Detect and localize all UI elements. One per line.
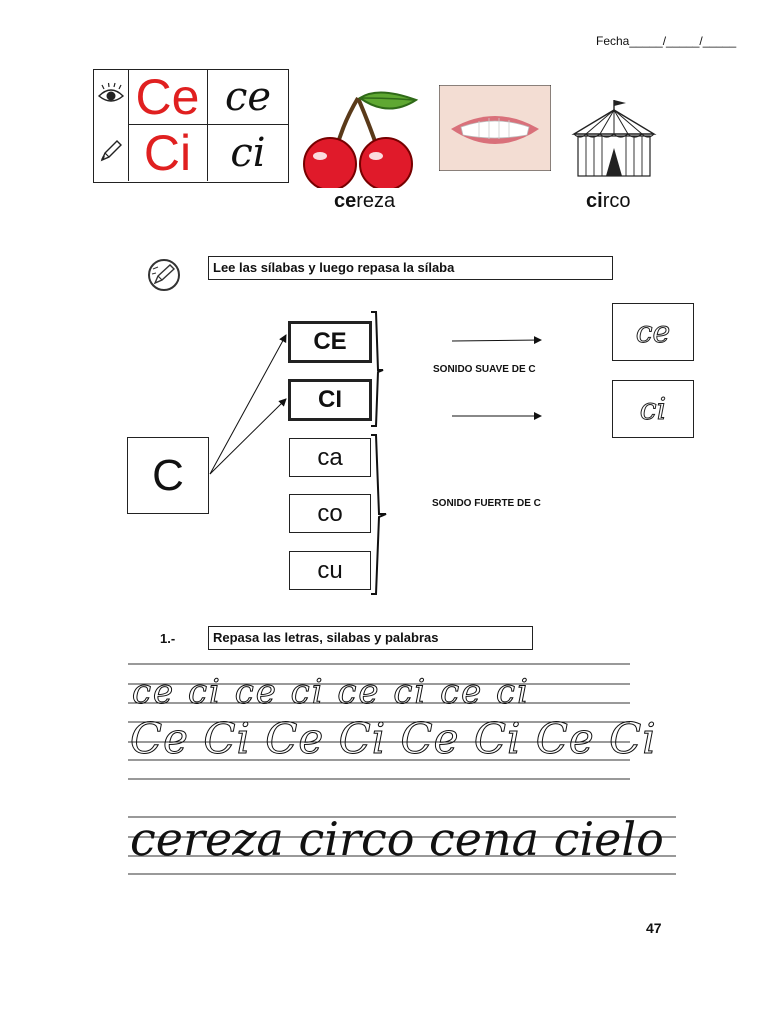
trace-box-ce[interactable]: ce: [612, 303, 694, 361]
words-row: cereza circo cena cielo: [130, 812, 664, 866]
syllable-box-ci: CI: [288, 379, 372, 421]
grid-icon-column: [94, 70, 129, 181]
trace-row-uppercase[interactable]: Ce Ci Ce Ci Ce Ci Ce Ci: [130, 714, 657, 763]
circus-tent-icon: [566, 96, 662, 182]
syllable-grid: [93, 69, 289, 183]
syllable-box-cu: cu: [289, 551, 371, 590]
teeth-icon: [439, 85, 551, 171]
pencil-circle-icon: [144, 257, 184, 293]
page-number: 47: [646, 920, 662, 936]
exercise-number: 1.-: [160, 631, 176, 646]
pencil-icon: [96, 136, 126, 166]
cherry-icon: [298, 88, 423, 188]
lower-syllable-ci: ci: [230, 130, 266, 176]
soft-sound-label: SONIDO SUAVE DE C: [433, 364, 536, 375]
syllable-box-ce: CE: [288, 321, 372, 363]
word-cereza: cereza: [334, 190, 396, 212]
instruction-trace-letters: Repasa las letras, silabas y palabras: [208, 626, 533, 650]
big-letter-c: C: [127, 437, 209, 514]
eye-icon: [96, 80, 126, 110]
date-field[interactable]: Fecha_____/_____/_____: [596, 34, 737, 48]
instruction-read-syllables: Lee las sílabas y luego repasa la sílaba: [208, 256, 613, 280]
lower-syllable-ce: ce: [208, 70, 288, 125]
upper-syllable-ci: Ci: [128, 125, 208, 181]
trace-row-lowercase[interactable]: ce ci ce ci ce ci ce ci: [132, 672, 530, 712]
syllable-box-ca: ca: [289, 438, 371, 477]
word-circo: circo: [586, 190, 631, 212]
trace-box-ci[interactable]: ci: [612, 380, 694, 438]
hard-sound-label: SONIDO FUERTE DE C: [432, 498, 541, 509]
upper-syllable-ce: Ce: [128, 70, 208, 125]
syllable-box-co: co: [289, 494, 371, 533]
